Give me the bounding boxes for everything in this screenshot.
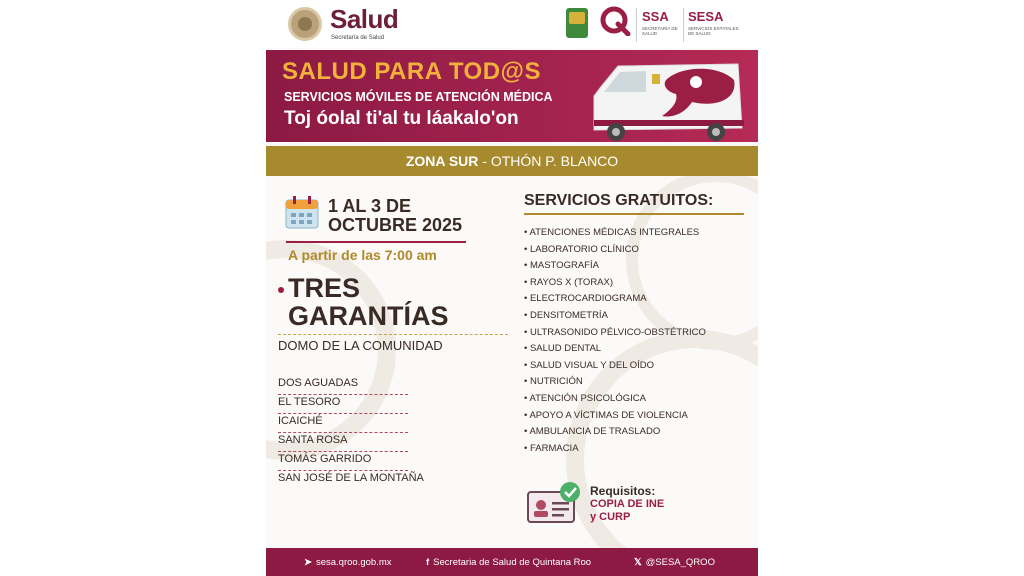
service-item: • AMBULANCIA DE TRASLADO [524, 425, 706, 442]
locality-item: ICAICHÉ [278, 414, 408, 433]
locality-item: DOS AGUADAS [278, 376, 408, 395]
event-place-line2: GARANTÍAS [288, 301, 449, 331]
government-seal-icon [288, 7, 322, 41]
divider [683, 8, 684, 42]
calendar-icon [284, 194, 320, 230]
services-list [524, 226, 706, 458]
requirements-line2: y CURP [590, 511, 631, 523]
divider [524, 213, 744, 215]
facebook-icon: f [426, 557, 430, 568]
zone-bar [266, 146, 758, 176]
footer-web-link[interactable]: sesa.qroo.gob.mx [315, 557, 392, 568]
x-icon: 𝕏 [634, 557, 642, 568]
service-item: • ULTRASONIDO PÉLVICO-OBSTÉTRICO [524, 326, 706, 343]
cursor-icon: ➤ [304, 557, 312, 568]
brand-subtitle: Secretaría de Salud [331, 35, 385, 41]
quintana-roo-shield-icon [566, 8, 588, 38]
footer-x[interactable] [634, 557, 715, 568]
banner [266, 50, 758, 142]
sesa-logo-title: SESA [688, 9, 724, 24]
service-item: • SALUD VISUAL Y DEL OÍDO [524, 359, 706, 376]
id-card-check-icon [526, 480, 584, 526]
footer-x-link[interactable]: @SESA_QROO [645, 557, 715, 568]
service-item: • ELECTROCARDIOGRAMA [524, 292, 706, 309]
ssa-logo-title: SSA [642, 9, 669, 24]
service-item: • MASTOGRAFÍA [524, 259, 706, 276]
service-item: • SALUD DENTAL [524, 342, 706, 359]
divider [286, 241, 466, 243]
event-venue: DOMO DE LA COMUNIDAD [278, 338, 443, 353]
zone-name: ZONA SUR [405, 153, 479, 169]
services-title: SERVICIOS GRATUITOS: [524, 192, 714, 209]
banner-maya-text: Toj óolal ti'al tu láakalo'on [284, 108, 519, 129]
event-dates [328, 197, 462, 235]
requirements-text [590, 498, 664, 524]
banner-title: SALUD PARA TOD@S [282, 58, 541, 85]
event-place-line1: TRES [288, 273, 361, 303]
requirements-title: Requisitos: [590, 484, 656, 498]
poster [266, 0, 758, 576]
footer-facebook-link[interactable]: Secretaria de Salud de Quintana Roo [433, 557, 592, 568]
header [266, 0, 758, 48]
event-dates-line2: OCTUBRE 2025 [328, 215, 463, 235]
footer-facebook[interactable] [426, 557, 591, 568]
sesa-logo-subtitle: SERVICIOS ESTATALES DE SALUD [688, 26, 739, 36]
locality-item: SAN JOSÉ DE LA MONTAÑA [278, 472, 424, 484]
zone-municipality: - OTHÓN P. BLANCO [478, 153, 619, 169]
mobile-clinic-van-icon [588, 58, 748, 142]
banner-subtitle: SERVICIOS MÓVILES DE ATENCIÓN MÉDICA [284, 90, 553, 104]
event-hour: A partir de las 7:00 am [288, 247, 437, 263]
localities-list [278, 376, 424, 490]
ssa-logo-subtitle: SECRETARÍA DE SALUD [642, 26, 678, 36]
event-dates-line1: 1 AL 3 DE [328, 196, 412, 216]
service-item: • NUTRICIÓN [524, 375, 706, 392]
service-item: • ATENCIONES MÉDICAS INTEGRALES [524, 226, 706, 243]
footer-web[interactable] [304, 557, 391, 568]
divider [636, 8, 637, 42]
locality-item: SANTA ROSA [278, 433, 408, 452]
brand-title: Salud [330, 4, 399, 34]
service-item: • APOYO A VÍCTIMAS DE VIOLENCIA [524, 409, 706, 426]
event-place [288, 274, 449, 330]
footer [266, 548, 758, 576]
divider [278, 334, 508, 335]
service-item: • DENSITOMETRÍA [524, 309, 706, 326]
service-item: • RAYOS X (TORAX) [524, 276, 706, 293]
locality-item: EL TESORO [278, 395, 408, 414]
requirements-line1: COPIA DE INE [590, 498, 665, 510]
service-item: • ATENCIÓN PSICOLÓGICA [524, 392, 706, 409]
bullet-dot [278, 287, 284, 293]
service-item: • LABORATORIO CLÍNICO [524, 243, 706, 260]
quintana-roo-q-logo-icon [598, 6, 632, 36]
service-item: • FARMACIA [524, 442, 706, 459]
locality-item: TOMÁS GARRIDO [278, 452, 408, 471]
